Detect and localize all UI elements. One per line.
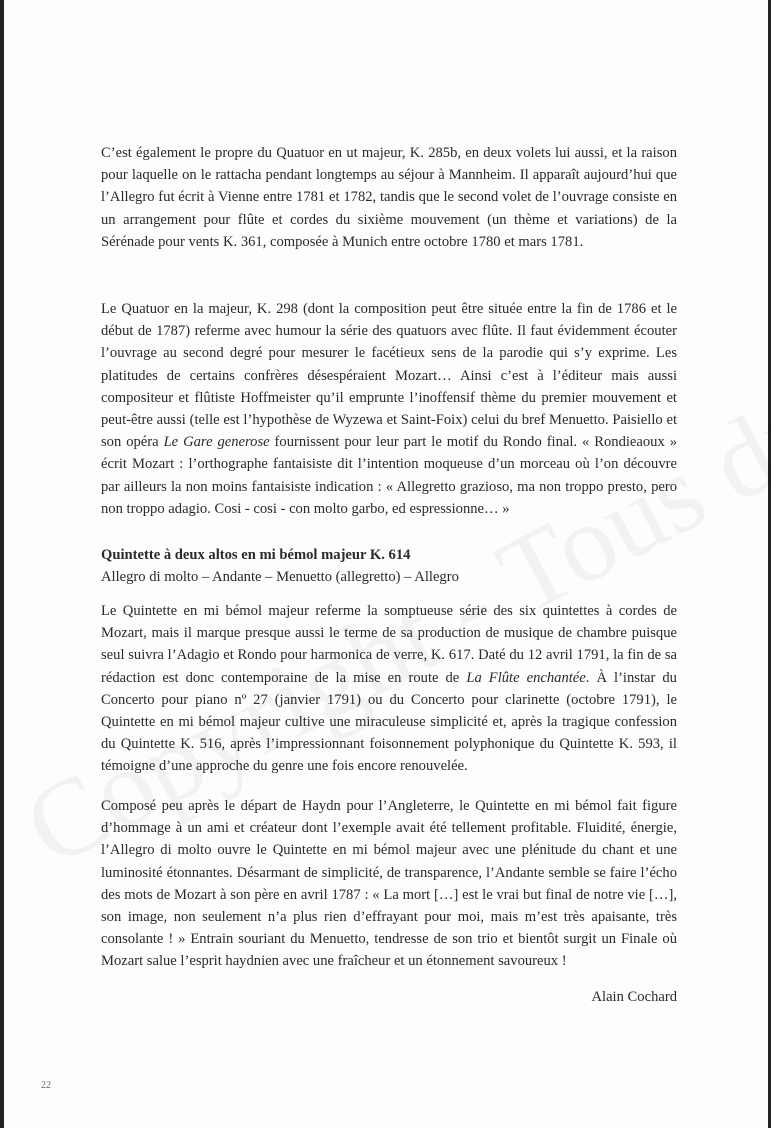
- page-number: 22: [41, 1080, 51, 1091]
- author-signature: Alain Cochard: [591, 989, 677, 1005]
- paragraph-quatuor-la-majeur: [101, 298, 677, 520]
- paragraph-quintette-intro: [101, 600, 677, 778]
- paragraph-quintette-haydn: Composé peu après le départ de Haydn pour l’Angleterre, le Quintette en mi bémol fait figure d’hommage à un ami et créateur dont l’exemple avait été tellement profitable. Fluidité, énergie, l’Allegro di molto ouvre le Quintette en mi bémol majeur avec une plénitude du chant et une luminosité étonnantes. Désarmant de simplicité, de transparence, l’Andante semble se faire l’écho des mots de Mozart à son père en avril 1787 : « La mort […] est le vrai but final de notre vie […], son image, non seulement n’a plus rien d’effrayant pour moi, mais m’est très apaisante, très consolante ! » Entrain souriant du Menuetto, tendresse de son trio et bientôt surgit un Finale où Mozart salue l’esprit haydnien avec une fraîcheur et un étonnement savoureux !: [101, 798, 677, 970]
- paragraph-text-tail: fournissent pour leur part le motif du Rondo final. « Rondieaoux » écrit Mozart : l’orthographe fantaisiste dit l’intention moqueuse d’un morceau où l’on découvre par ailleurs la non moins fantaisiste indication : « Allegretto grazioso, ma non troppo presto, pero non troppo adagio. Cosi - cosi - con molto garbo, ed espressionne… »: [101, 434, 678, 517]
- paragraph-quatuor-ut-majeur: C’est également le propre du Quatuor en ut majeur, K. 285b, en deux volets lui aussi, et la raison pour laquelle on le rattacha pendant longtemps au séjour à Mannheim. Il apparaît aujourd’hui que l’Allegro fut écrit à Vienne entre 1781 et 1782, tandis que le second volet de l’ouvrage consiste en un arrangement pour flûte et cordes du sixième mouvement (un thème et variations) de la Sérénade pour vents K. 361, composée à Munich entre octobre 1780 et mars 1781.: [101, 145, 677, 250]
- section-movements: Allegro di molto – Andante – Menuetto (allegretto) – Allegro: [101, 569, 459, 585]
- paragraph-text: Le Quintette en mi bémol majeur referme la somptueuse série des six quintettes à cordes de Mozart, mais il marque presque aussi le terme de sa production de musique de chambre puisque seul suivra l’Adagio et Rondo pour harmonica de verre, K. 617. Daté du 12 avril 1791, la fin de sa rédaction est donc contemporaine de la mise en route de: [101, 603, 677, 686]
- section-heading: Quintette à deux altos en mi bémol majeur K. 614: [101, 547, 411, 563]
- paragraph-text: Le Quatuor en la majeur, K. 298 (dont la composition peut être située entre la fin de 1786 et le début de 1787) referme avec humour la série des quatuors avec flûte. Il faut évidemment écouter l’ouvrage au second degré pour mesurer le facétieux sens de la parodie qui s’y exprime. Les platitudes de certains confrères désespéraient Mozart… Ainsi c’est à l’éditeur mais aussi compositeur et flûtiste Hoffmeister qu’il emprunte l’inoffensif thème du premier mouvement et peut-être aussi (telle est l’hypothèse de Wyzewa et Saint-Foix) celui du bref Menuetto. Paisiello et son opéra: [101, 301, 677, 451]
- paragraph-text-tail: . À l’instar du Concerto pour piano nº 27 (janvier 1791) ou du Concerto pour clarinette (octobre 1791), le Quintette en mi bémol majeur cultive une miraculeuse simplicité et, après la tragique confession du Quintette K. 516, après l’impressionnant foisonnement polyphonique du Quintette K. 593, il témoigne d’une approche du genre une fois encore renouvelée.: [101, 669, 677, 775]
- opera-title: La Flûte enchantée: [466, 669, 586, 686]
- scan-edge-left: [0, 0, 4, 1128]
- opera-title: Le Gare generose: [163, 434, 270, 451]
